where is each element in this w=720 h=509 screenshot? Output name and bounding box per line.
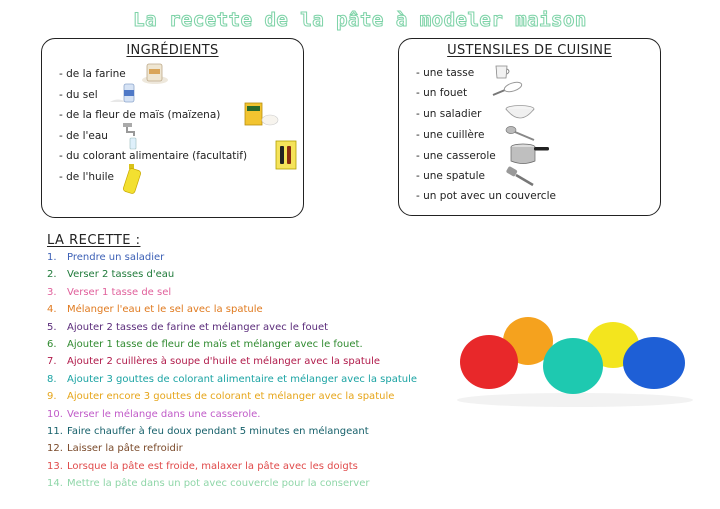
recipe-step-text: Verser le mélange dans une casserole. — [67, 408, 261, 420]
recipe-step-number: 4. — [47, 304, 57, 316]
recipe-step — [47, 252, 164, 263]
recipe-step-number: 8. — [47, 373, 57, 385]
whisk-icon — [491, 81, 525, 99]
ingredient-item-flour: - de la farine — [59, 68, 126, 80]
ingredient-item-salt: - du sel — [59, 89, 98, 101]
utensil-item-spatula: - une spatule — [416, 170, 485, 182]
recipe-step — [47, 356, 380, 367]
bowl-icon — [503, 103, 537, 123]
ingredient-item-cornstarch: - de la fleur de maïs (maïzena) — [59, 109, 221, 121]
recipe-step-text: Ajouter 1 tasse de fleur de maïs et mélanger avec le fouet. — [67, 339, 363, 350]
recipe-step-text: Mélanger l'eau et le sel avec la spatule — [67, 304, 263, 316]
recipe-step — [47, 443, 183, 454]
recipe-step — [47, 478, 369, 489]
recipe-step — [47, 339, 363, 350]
utensil-item-cup: - une tasse — [416, 67, 475, 79]
teal-dough-ball — [543, 338, 603, 394]
spatula-icon — [505, 166, 537, 188]
cornstarch-box-icon — [243, 101, 279, 127]
red-dough-ball — [460, 335, 518, 389]
recipe-step-text: Faire chauffer à feu doux pendant 5 minutes en mélangeant — [67, 426, 369, 437]
recipe-step-number: 10. — [47, 408, 63, 420]
ingredient-item-oil: - de l'huile — [59, 171, 114, 183]
cup-icon — [493, 63, 513, 81]
recipe-step — [47, 461, 358, 472]
recipe-step-text: Verser 2 tasses d'eau — [67, 269, 175, 281]
utensil-item-bowl: - un saladier — [416, 108, 482, 120]
recipe-step-number: 2. — [47, 269, 57, 281]
recipe-step-number: 14. — [47, 478, 63, 490]
recipe-step-text: Laisser la pâte refroidir — [67, 443, 183, 455]
utensils-box — [398, 38, 661, 216]
recipe-step — [47, 374, 417, 385]
recipe-step-text: Lorsque la pâte est froide, malaxer la pâte avec les doigts — [67, 460, 358, 472]
page-title: La recette de la pâte à modeler maison — [133, 9, 587, 31]
salt-icon — [108, 81, 138, 105]
ingredient-item-coloring: - du colorant alimentaire (facultatif) — [59, 150, 248, 162]
recipe-step-number: 1. — [47, 252, 57, 263]
recipe-step-text: Verser 1 tasse de sel — [67, 286, 172, 298]
recipe-step-number: 7. — [47, 356, 57, 368]
saucepan-icon — [509, 140, 551, 166]
recipe-step — [47, 391, 394, 402]
food-coloring-icon — [275, 140, 297, 170]
recipe-step-text: Ajouter encore 3 gouttes de colorant et mélanger avec la spatule — [67, 391, 395, 403]
utensil-item-saucepan: - une casserole — [416, 150, 496, 162]
recipe-step — [47, 287, 171, 298]
recipe-step-number: 13. — [47, 460, 63, 472]
recipe-step — [47, 322, 328, 333]
utensil-item-spoon: - une cuillère — [416, 129, 485, 141]
ingredients-heading: INGRÉDIENTS — [126, 43, 219, 58]
blue-dough-ball — [623, 337, 685, 389]
recipe-step-text: Prendre un saladier — [67, 252, 165, 263]
ingredients-box — [41, 38, 304, 218]
recipe-step-number: 9. — [47, 391, 57, 403]
recipe-step — [47, 409, 260, 420]
recipe-heading: LA RECETTE : — [47, 233, 141, 248]
utensils-heading: USTENSILES DE CUISINE — [447, 43, 612, 58]
recipe-step-number: 12. — [47, 443, 63, 455]
recipe-step-number: 3. — [47, 286, 57, 298]
utensil-item-jar: - un pot avec un couvercle — [416, 190, 556, 202]
recipe-step — [47, 304, 263, 315]
recipe-step-text: Ajouter 2 cuillères à soupe d'huile et mélanger avec la spatule — [67, 356, 381, 368]
recipe-step-number: 6. — [47, 339, 57, 350]
recipe-step-text: Ajouter 3 gouttes de colorant alimentaire et mélanger avec la spatule — [67, 373, 418, 385]
utensil-item-whisk: - un fouet — [416, 87, 468, 99]
recipe-step — [47, 426, 369, 437]
recipe-step-text: Ajouter 2 tasses de farine et mélanger avec le fouet — [67, 321, 329, 333]
flour-bag-icon — [140, 61, 170, 85]
oil-bottle-icon — [122, 163, 142, 195]
play-dough-balls-icon — [455, 300, 695, 410]
recipe-step — [47, 269, 174, 280]
recipe-step-number: 11. — [47, 426, 63, 437]
water-tap-icon — [120, 121, 138, 151]
recipe-step-number: 5. — [47, 321, 57, 333]
recipe-step-text: Mettre la pâte dans un pot avec couvercle pour la conserver — [67, 478, 370, 490]
ingredient-item-water: - de l'eau — [59, 130, 108, 142]
